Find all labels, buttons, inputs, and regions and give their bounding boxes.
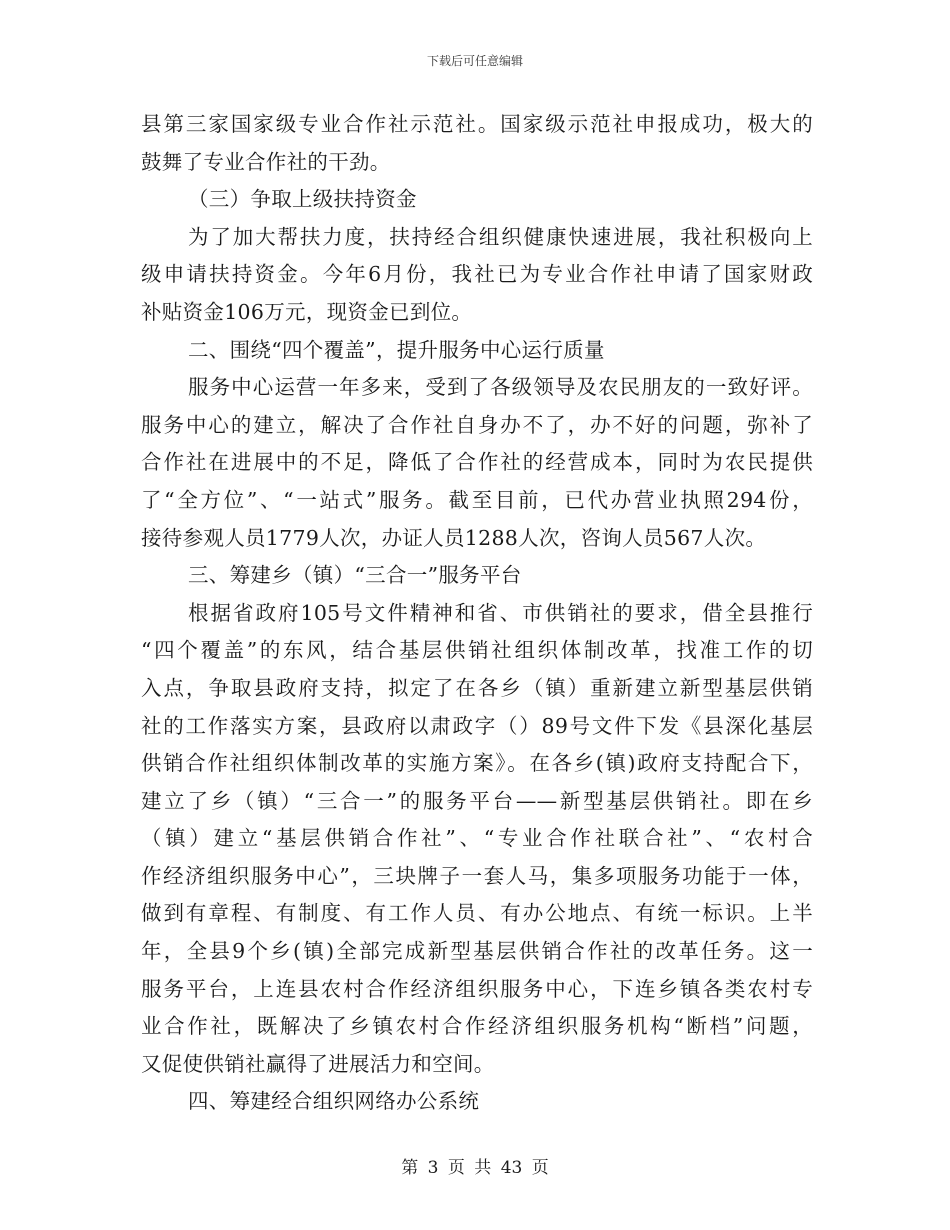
text-line: 又促使供销社赢得了进展活力和空间。 <box>141 1051 495 1076</box>
text-line: 建立了乡（镇）“三合一”的服务平台——新型基层供销社。即在乡 <box>141 788 813 813</box>
section-heading: （三）争取上级扶持资金 <box>188 187 417 212</box>
section-heading: 四、筹建经合组织网络办公系统 <box>188 1089 480 1114</box>
text-line: （镇）建立“基层供销合作社”、“专业合作社联合社”、“农村合 <box>141 826 813 851</box>
text-line: 业合作社，既解决了乡镇农村合作经济组织服务机构“断档”问题， <box>141 1014 813 1039</box>
text-line: 了“全方位”、“一站式”服务。截至目前，已代办营业执照294份， <box>141 487 813 512</box>
section-heading: 二、围绕“四个覆盖”，提升服务中心运行质量 <box>188 337 605 362</box>
section-heading: 三、筹建乡（镇）“三合一”服务平台 <box>188 563 522 588</box>
text-line: “四个覆盖”的东风，结合基层供销社组织体制改革，找准工作的切 <box>141 638 813 663</box>
text-line: 县第三家国家级专业合作社示范社。国家级示范社申报成功，极大的 <box>141 112 813 136</box>
text-line: 根据省政府105号文件精神和省、市供销社的要求，借全县推行 <box>188 600 813 625</box>
text-line: 入点，争取县政府支持，拟定了在各乡（镇）重新建立新型基层供销 <box>141 675 813 700</box>
page-footer: 第 3 页 共 43 页 <box>401 1158 549 1178</box>
page-header: 下载后可任意编辑 <box>426 54 523 68</box>
text-line: 社的工作落实方案，县政府以肃政字（）89号文件下发《县深化基层 <box>141 713 813 738</box>
text-line: 服务中心运营一年多来，受到了各级领导及农民朋友的一致好评。 <box>188 375 813 400</box>
text-line: 作经济组织服务中心”，三块牌子一套人马，集多项服务功能于一体， <box>141 863 813 888</box>
text-line: 鼓舞了专业合作社的干劲。 <box>141 149 391 174</box>
text-line: 做到有章程、有制度、有工作人员、有办公地点、有统一标识。上半 <box>141 901 813 926</box>
text-line: 接待参观人员1779人次，办证人员1288人次，咨询人员567人次。 <box>141 525 767 550</box>
text-line: 补贴资金106万元，现资金已到位。 <box>141 299 473 324</box>
text-line: 为了加大帮扶力度，扶持经合组织健康快速进展，我社积极向上 <box>188 224 813 249</box>
text-line: 服务中心的建立，解决了合作社自身办不了，办不好的问题，弥补了 <box>141 412 813 437</box>
text-line: 供销合作社组织体制改革的实施方案》。在各乡(镇)政府支持配合下， <box>141 751 813 776</box>
text-line: 级申请扶持资金。今年6月份，我社已为专业合作社申请了国家财政 <box>141 262 813 287</box>
document-body <box>141 106 813 1121</box>
text-line: 服务平台，上连县农村合作经济组织服务中心，下连乡镇各类农村专 <box>141 976 813 1001</box>
text-line: 合作社在进展中的不足，降低了合作社的经营成本，同时为农民提供 <box>141 450 813 475</box>
text-line: 年，全县9个乡(镇)全部完成新型基层供销合作社的改革任务。这一 <box>141 939 813 964</box>
